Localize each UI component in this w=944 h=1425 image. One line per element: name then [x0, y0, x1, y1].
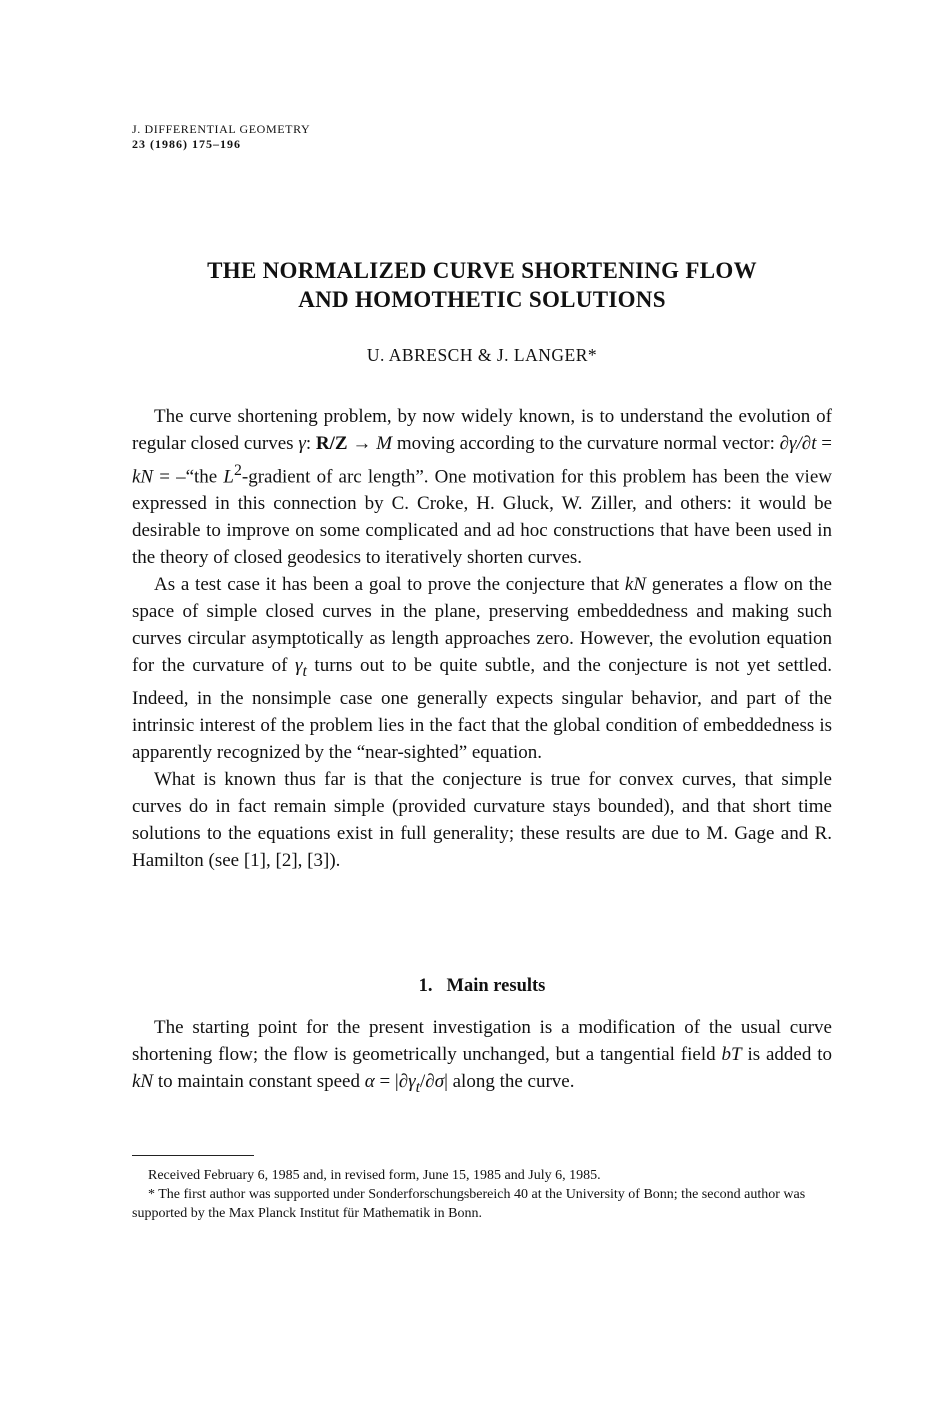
text-run: As a test case it has been a goal to prove the conjecture that [154, 574, 625, 596]
text-run: /∂ [420, 1071, 435, 1092]
math-l: L [223, 466, 234, 488]
math-kn: kN [132, 466, 154, 488]
math-subscript: t [415, 1078, 421, 1096]
math-gamma: γ [298, 433, 306, 454]
text-run: along the curve. [447, 1071, 575, 1092]
section-title: Main results [446, 976, 546, 996]
footnotes [132, 1166, 842, 1223]
math-r-mod-z: R/Z [315, 433, 348, 454]
math-kn: kN [132, 1071, 154, 1092]
title-line-1: THE NORMALIZED CURVE SHORTENING FLOW [207, 258, 757, 283]
text-run: -gradient of arc length”. One motivation for this problem has been the view expressed in this connection by C. Croke, H. Gluck, W. Ziller, and others: it would be desirable to improve on some complicated and ad hoc constructions that have been used in the theory of closed geodesics to iteratively shorten curves. [132, 466, 832, 569]
math-bt: bT [721, 1044, 742, 1065]
footnote-support: * The first author was supported under Sonderforschungsbereich 40 at the University of Bonn; the second author was supported by the Max Planck Institut für Mathematik in Bonn. [132, 1187, 806, 1221]
text-run: = [816, 433, 832, 454]
math-kn: kN [624, 574, 647, 596]
intro-paragraph-1 [132, 403, 832, 571]
paper-title [132, 256, 832, 314]
text-run: = –“the [153, 466, 224, 488]
journal-header [132, 122, 310, 152]
footnote-received: Received February 6, 1985 and, in revised form, June 15, 1985 and July 6, 1985. [148, 1168, 601, 1183]
math-sigma: σ [434, 1071, 445, 1092]
text-run: | [444, 1071, 448, 1092]
intro-paragraph-2 [132, 571, 832, 766]
text-run: moving according to the curvature normal vector: [392, 433, 780, 454]
math-arrow: → [347, 433, 377, 454]
math-superscript: 2 [233, 462, 242, 479]
text-run: The starting point for the present investigation is a modification of the usual curve shortening flow; the flow is geometrically unchanged, but a tangential field [132, 1017, 832, 1065]
journal-name: J. DIFFERENTIAL GEOMETRY [132, 122, 311, 136]
footnote-divider [132, 1155, 254, 1156]
main-results-body [132, 1014, 832, 1101]
text-run: turns out to be quite subtle, and the conjecture is not yet settled. Indeed, in the nonsimple case one generally expects singular behavior, and part of the intrinsic interest of the problem lies in the fact that the global condition of embeddedness is apparently recognized by the “near-sighted” equation. [132, 655, 832, 764]
math-partial-gamma-t: ∂γ/∂t [779, 433, 817, 454]
math-manifold-m: M [376, 433, 393, 454]
text-run: = |∂ [374, 1071, 409, 1092]
paper-authors: U. ABRESCH & J. LANGER* [366, 345, 598, 365]
intro-paragraph-3: What is known thus far is that the conjecture is true for convex curves, that simple curves do in fact remain simple (provided curvature stays bounded), and that short time solutions to the equations exist in full generality; these results are due to M. Gage and R. Hamilton (see [1], [2], [3]). [132, 769, 832, 872]
main-paragraph-1 [132, 1014, 832, 1101]
introduction [132, 403, 832, 874]
section-number: 1. [418, 976, 433, 996]
text-run: The curve shortening problem, by now widely known, is to understand the evolution of regular closed curves [132, 406, 832, 454]
journal-volume: 23 (1986) 175–196 [132, 137, 241, 151]
text-run: is added to [741, 1044, 832, 1065]
section-heading [132, 976, 832, 997]
math-alpha: α [364, 1071, 375, 1092]
text-run: : [305, 433, 316, 454]
math-gamma: γ [295, 655, 303, 677]
title-line-2: AND HOMOTHETIC SOLUTIONS [298, 287, 666, 312]
text-run: to maintain constant speed [153, 1071, 365, 1092]
math-gamma: γ [408, 1071, 416, 1092]
math-subscript: t [302, 663, 307, 681]
text-run: generates a flow on the space of simple closed curves in the plane, preserving embeddedness and making such curves circular asymptotically as length approaches zero. However, the evolution equation for the curvature of [132, 574, 832, 677]
